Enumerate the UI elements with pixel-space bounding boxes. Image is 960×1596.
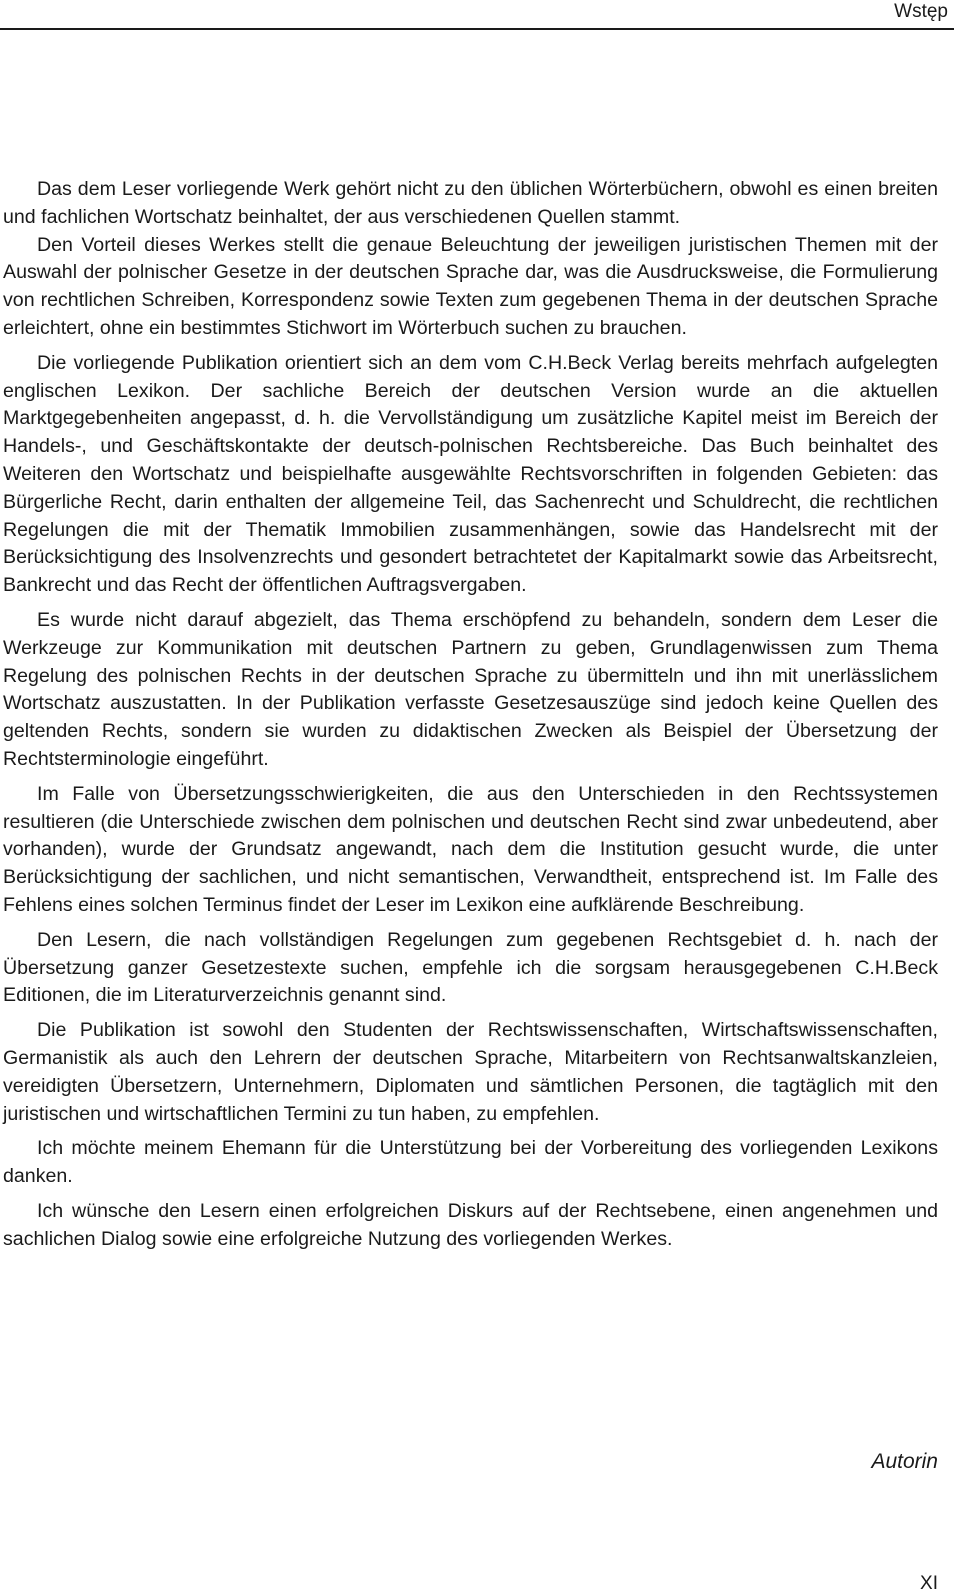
- paragraph-advantage: Den Vorteil dieses Werkes stellt die genaue Beleuchtung der jeweiligen juristischen Themen mit der Auswahl der polnischer Gesetze in der deutschen Sprache dar, was die Ausdrucksweise, die Formulierung von rechtlichen Schreiben, Korrespondenz sowie Texten zum gegebenen Thema in der deutschen Sprache erleichtert, ohne ein bestimmtes Stichwort im Wörterbuch suchen zu brauchen.: [3, 233, 938, 339]
- preface-body: [3, 176, 938, 1253]
- paragraph-aim: Es wurde nicht darauf abgezielt, das Thema erschöpfend zu behandeln, sondern dem Leser die Werkzeuge zur Kommunikation mit deutschen Partnern zu geben, Grundlagenwissen zum Thema Regelung des polnischen Rechts in der deutschen Sprache zu übermitteln und ihn mit unerlässlichem Wortschatz auszustatten. In der Publikation verfasste Gesetzesauszüge sind jedoch keine Quellen des geltenden Rechts, sondern sie wurden zu didaktischen Zwecken als Beispiel der Übersetzung der Rechtsterminologie eingeführt.: [3, 608, 938, 770]
- paragraph-closing-wishes: Ich wünsche den Lesern einen erfolgreichen Diskurs auf der Rechtsebene, einen angenehmen und sachlichen Dialog sowie eine erfolgreiche Nutzung des vorliegenden Werkes.: [3, 1199, 938, 1250]
- paragraph-acknowledgement: Ich möchte meinem Ehemann für die Unterstützung bei der Vorbereitung des vorliegenden Lexikons danken.: [3, 1137, 938, 1188]
- running-head-title: Wstęp: [894, 1, 948, 22]
- paragraph-intro: Das dem Leser vorliegende Werk gehört nicht zu den üblichen Wörterbüchern, obwohl es einen breiten und fachlichen Wortschatz beinhaltet, der aus verschiedenen Quellen stammt.: [3, 178, 938, 228]
- running-head: [0, 0, 954, 30]
- paragraph-translation-difficulties: Im Falle von Übersetzungsschwierigkeiten, die aus den Unterschieden in den Rechtssystemen resultieren (die Unterschiede zwischen dem polnischen und deutschen Recht sind zwar unbedeutend, aber vorhanden), wurde der Grundsatz angewandt, nach dem die Institution gesucht wurde, die unter Berücksichtigung der sachlichen, und nicht semantischen, Verwandtheit, entsprechend ist. Im Falle des Fehlens eines solchen Terminus findet der Leser im Lexikon eine aufklärende Beschreibung.: [3, 782, 938, 916]
- page-number: XI: [920, 1573, 938, 1594]
- paragraph-publication-scope: Die vorliegende Publikation orientiert sich an dem vom C.H.Beck Verlag bereits mehrfach aufgelegten englischen Lexikon. Der sachliche Bereich der deutschen Version wurde an die aktuellen Marktgegebenheiten angepasst, d. h. die Vervollständigung um zusätzliche Kapitel meist im Bereich der Handels-, und Geschäftskontakte der deutsch-polnischen Rechtsbereiche. Das Buch beinhaltet des Weiteren den Wortschatz und beispielhafte ausgewählte Rechtsvorschriften in folgenden Gebieten: das Bürgerliche Recht, darin enthalten der allgemeine Teil, das Sachenrecht und Schuldrecht, die rechtlichen Regelungen die mit der Thematik Immobilien zusammenhängen, sowie das Handelsrecht mit der Berücksichtigung des Insolvenzrechts und gesondert betrachtetet der Kapitalmarkt sowie das Arbeitsrecht, Bankrecht und das Recht der öffentlichen Auftragsvergaben.: [3, 351, 938, 597]
- author-signature: Autorin: [871, 1450, 938, 1473]
- paragraph-recommended-editions: Den Lesern, die nach vollständigen Regelungen zum gegebenen Rechtsgebiet d. h. nach der Übersetzung ganzer Gesetzestexte suchen, empfehle ich die sorgsam herausgegebenen C.H.Beck Editionen, die im Literaturverzeichnis genannt sind.: [3, 928, 938, 1007]
- paragraph-target-audience: Die Publikation ist sowohl den Studenten der Rechtswissenschaften, Wirtschaftswissenschaften, Germanistik als auch den Lehrern der deutschen Sprache, Mitarbeitern von Rechtsanwaltskanzleien, vereidigten Übersetzern, Unternehmern, Diplomaten und sämtlichen Personen, die tagtäglich mit den juristischen und wirtschaftlichen Termini zu tun haben, zu empfehlen.: [3, 1019, 938, 1125]
